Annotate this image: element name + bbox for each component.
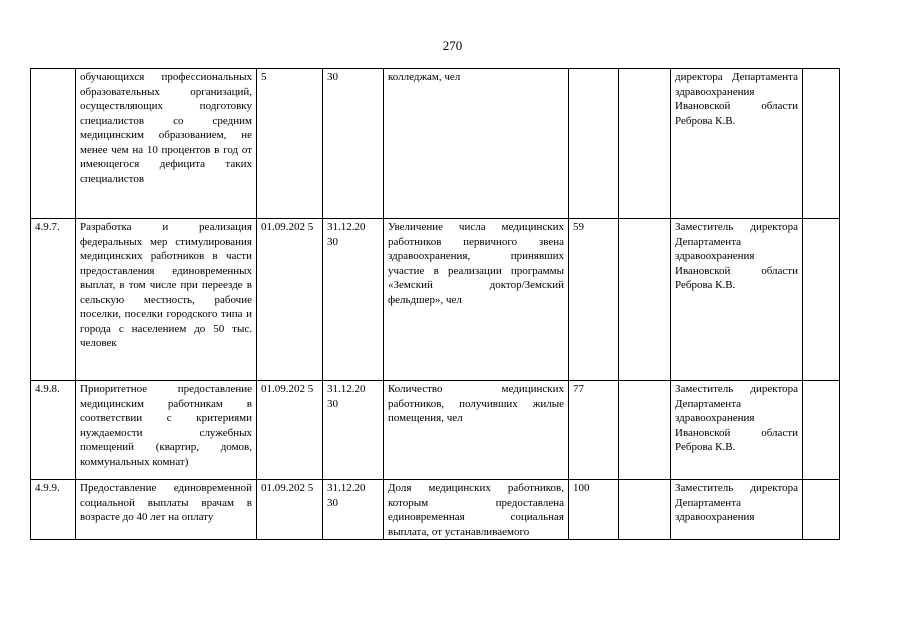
cell-value [569,69,619,219]
cell-value: 59 [569,219,619,381]
cell-number: 4.9.8. [31,381,76,480]
cell-blank [619,219,671,381]
cell-extra [803,69,840,219]
cell-blank [619,480,671,540]
cell-number: 4.9.7. [31,219,76,381]
cell-end-date: 31.12.20 30 [323,480,384,540]
cell-indicator: Увеличение числа медицинских работников первичного звена здравоохранения, принявших участие в реализации программы «Земский доктор/Земский фельдшер», чел [384,219,569,381]
table-row [31,381,840,480]
cell-value: 77 [569,381,619,480]
cell-extra [803,219,840,381]
cell-measure: Разработка и реализация федеральных мер стимулирования медицинских работников в части предоставления единовременных выплат, в том числе при переезде в сельскую местность, рабочие поселки, поселки городского типа и города с населением до 50 тыс. человек [76,219,257,381]
cell-value: 100 [569,480,619,540]
cell-start-date: 01.09.202 5 [257,219,323,381]
table-row [31,480,840,540]
cell-extra [803,480,840,540]
cell-end-date: 31.12.20 30 [323,381,384,480]
table-row [31,219,840,381]
cell-blank [619,381,671,480]
measures-table [30,68,840,540]
cell-start-date: 01.09.202 5 [257,480,323,540]
cell-end-date: 30 [323,69,384,219]
cell-measure: Приоритетное предоставление медицинским работникам в соответствии с критериями нуждаемости служебных помещений (квартир, домов, коммунальных комнат) [76,381,257,480]
cell-end-date: 31.12.20 30 [323,219,384,381]
cell-number: 4.9.9. [31,480,76,540]
cell-indicator: Доля медицинских работников, которым предоставлена единовременная социальная выплата, от устанавливаемого [384,480,569,540]
cell-number [31,69,76,219]
cell-extra [803,381,840,480]
cell-start-date: 01.09.202 5 [257,381,323,480]
cell-blank [619,69,671,219]
cell-responsible: Заместитель директора Департамента здравоохранения Ивановской области Реброва К.В. [671,381,803,480]
cell-responsible: директора Департамента здравоохранения Ивановской области Реброва К.В. [671,69,803,219]
table-row [31,69,840,219]
cell-start-date: 5 [257,69,323,219]
cell-measure: обучающихся профессиональных образовательных организаций, осуществляющих подготовку специалистов со средним медицинским образованием, не менее чем на 10 процентов в год от имеющегося дефицита таких специалистов [76,69,257,219]
cell-responsible: Заместитель директора Департамента здравоохранения Ивановской области Реброва К.В. [671,219,803,381]
cell-measure: Предоставление единовременной социальной выплаты врачам в возрасте до 40 лет на оплату [76,480,257,540]
cell-responsible: Заместитель директора Департамента здравоохранения [671,480,803,540]
cell-indicator: колледжам, чел [384,69,569,219]
page-number: 270 [442,38,463,53]
cell-indicator: Количество медицинских работников, получивших жилые помещения, чел [384,381,569,480]
